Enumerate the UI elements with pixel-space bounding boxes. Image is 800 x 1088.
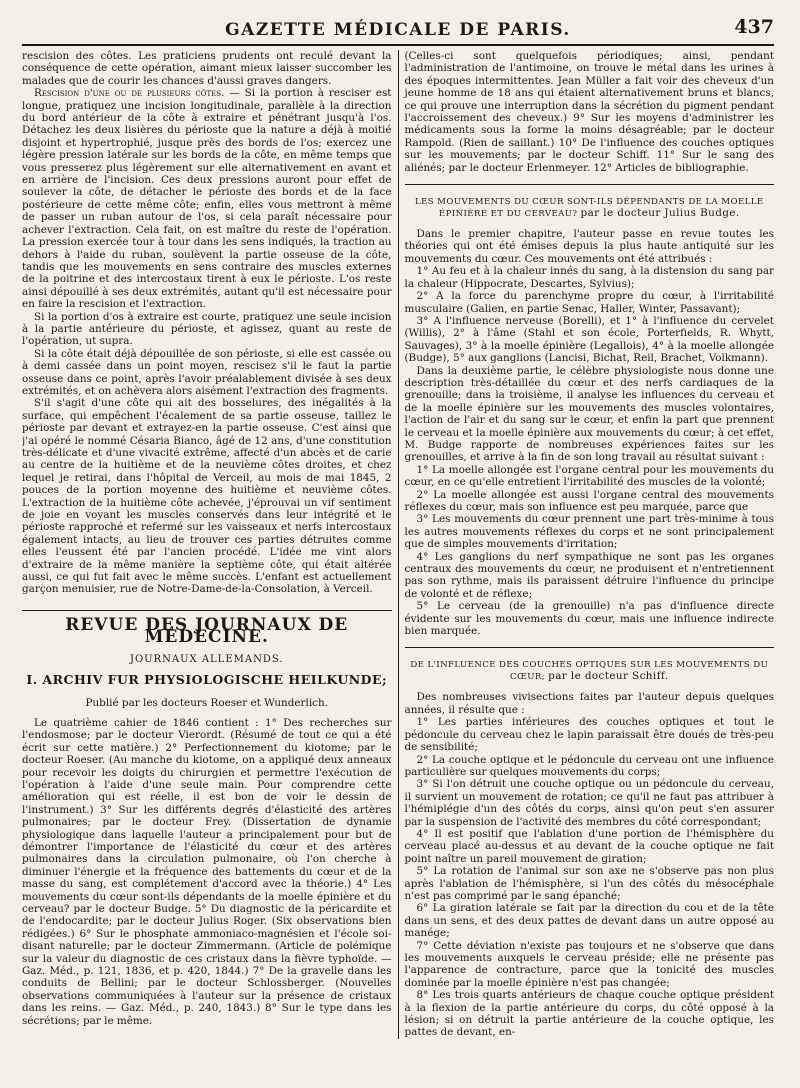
list-item: 5° La rotation de l'animal sur son axe ne s'observe pas non plus après l'ablation de l'hémisphère, si l'un des côtés du mésocéphale n'est pas comprimé par le sang épanché; xyxy=(404,865,774,902)
divider xyxy=(405,184,775,185)
list-item: 4° Les ganglions du nerf sympathique ne sont pas les organes centraux des mouvements du cœur, ne produisent et n'entretiennent pas son rythme, mais ils paraissent détruire l'influence du principe de volonté et de réflexe; xyxy=(404,550,774,600)
journal-title: GAZETTE MÉDICALE DE PARIS. xyxy=(225,20,571,40)
paragraph-text: — Si la portion à resciser est longue, pratiquez une incision longitudinale, parallèle à la direction du bord antérieur de la côte à extraire et pénétrant jusqu'à l'os. Détachez les deux lisières du périoste que la nature a déjà à moitié disjoint et hypertrophié, jusque près des bords de l'os; exercez une légère pression latérale sur les bords de la côte, en même temps que vous presserez plus légèrement sur elle alternativement en avant et en arrière de l'incision. Ces deux pressions auront pour effet de soulever la côte, de détacher le périoste des bords et de la face postérieure de cette même côte; enfin, elles vous mettront à même de passer un ruban autour de l'os, si cela paraît nécessaire pour achever l'extraction. Cela fait, on est maître du reste de l'opération. La pression exercée tour à tour dans les sens indiqués, la traction au dehors à l'aide du ruban, soulèvent la partie osseuse de la côte, tandis que les mouvements en sens contraire des muscles externes de la poitrine et des intercostaux tirent à eux le périoste. L'os reste ainsi dépouillé à ses deux extrémités, autant qu'il est nécessaire pour en faire la rescision et l'extraction. xyxy=(22,87,392,311)
article-heading-text: LES MOUVEMENTS DU CŒUR SONT-ILS DÉPENDANTS DE LA MOELLE ÉPINIÈRE ET DU CERVEAU? xyxy=(414,197,764,220)
list-item: 8° Les trois quarts antérieurs de chaque couche optique président à la flexion de la partie antérieure du corps, du côté opposé à la lésion; si on détruit la partie antérieure de la couche optique, les pattes de devant, en- xyxy=(404,989,774,1039)
page-header xyxy=(22,14,774,46)
list-item: 2° La moelle allongée est aussi l'organe central des mouvements réflexes du cœur, mais son influence est peu marquée, parce que xyxy=(404,488,774,513)
list-item: 2° La couche optique et le pédoncule du cerveau ont une influence particulière sur quelques mouvements du corps; xyxy=(404,753,774,778)
list-item: 5° Le cerveau (de la grenouille) n'a pas d'influence directe évidente sur les mouvements du cœur, mais une influence indirecte bien marquée. xyxy=(404,600,774,638)
journal-heading: I. ARCHIV FUR PHYSIOLOGISCHE HEILKUNDE; xyxy=(26,672,388,688)
list-item: 7° Cette déviation n'existe pas toujours et ne s'observe que dans les mouvements auxquels le cerveau préside; elle ne présente pas l'apparence de contracture, parce que la tonicité des muscles dominée par la moelle épinière n'est pas changée; xyxy=(404,939,774,989)
paragraph: rescision des côtes. Les praticiens prudents ont reculé devant la conséquence de cette opération, aimant mieux laisser succomber les malades que de courir les chances d'aussi graves dangers. xyxy=(22,50,392,87)
left-column xyxy=(22,50,398,1039)
paragraph: Si la côte était déjà dépouillée de son périoste, si elle est cassée ou à demi cassée dans un point moyen, rescisez s'il le faut la partie osseuse dans ce point, après l'avoir préalablement divisée à ses deux extrémités, et on achèvera alors aisément l'extraction des fragments. xyxy=(22,347,392,397)
two-column-body xyxy=(22,50,774,1039)
paragraph: (Celles-ci sont quelquefois périodiques; ainsi, pendant l'administration de l'antimoine, on trouve le métal dans les urines à des époques intermittentes. Jean Müller a fait voir des cheveux d'un jeune homme de 18 ans qui étaient alternativement bruns et blancs, ce qui prouve une interruption dans la sécrétion du pigment pendant l'accroissement des cheveux.) 9° Sur les moyens d'administrer les médicaments sous la forme la moins désagréable; par le docteur Rampold. (Rien de saillant.) 10° De l'influence des couches optiques sur les mouvements; par le docteur Schiff. 11° Sur le sang des aliénés; par le docteur Erlenmeyer. 12° Articles de bibliographie. xyxy=(404,50,774,174)
divider xyxy=(22,610,392,611)
paragraph: Des nombreuses vivisections faites par l'auteur depuis quelques années, il résulte que : xyxy=(404,691,774,716)
divider xyxy=(405,647,775,648)
list-item: 1° Les parties inférieures des couches optiques et tout le pédoncule du cerveau chez le lapin paraissait être doués de très-peu de sensibilité; xyxy=(404,716,774,754)
paragraph-rescision xyxy=(22,87,392,310)
list-item: 2° A la force du parenchyme propre du cœur, à l'irritabilité musculaire (Galien, en partie Senac, Haller, Winter, Passavant); xyxy=(404,290,774,315)
list-item: 6° La giration latérale se fait par la direction du cou et de la tête dans un sens, et des deux pattes de devant dans un autre opposé au manége; xyxy=(404,902,774,940)
paragraph: Dans le premier chapitre, l'auteur passe en revue toutes les théories qui ont été émises depuis la plus haute antiquité sur les mouvements du cœur. Ces mouvements ont été attribués : xyxy=(404,228,774,265)
article-heading-text: DE L'INFLUENCE DES COUCHES OPTIQUES SUR LES MOUVEMENTS DU CŒUR; xyxy=(410,660,769,683)
paragraph: Dans la deuxième partie, le célèbre physiologiste nous donne une description très-détaillée du cœur et des nerfs cardiaques de la grenouille; dans la troisième, il analyse les influences du cerveau et de la moelle épinière sur les mouvements des muscles volontaires, l'action de l'air et du sang sur le cœur, et enfin la part que prennent le cerveau et la moelle épinière aux mouvements du cœur; à cet effet, M. Budge rapporte de nombreuses expériences faites sur les grenouilles, et arrive à la fin de son long travail au résultat suivant : xyxy=(404,364,774,464)
list-item: 1° Au feu et à la chaleur innés du sang, à la distension du sang par la chaleur (Hippocrate, Descartes, Sylvius); xyxy=(404,265,774,290)
right-column xyxy=(399,50,775,1039)
subsection-title: JOURNAUX ALLEMANDS. xyxy=(129,653,284,665)
article-author: par le docteur Julius Budge. xyxy=(580,207,740,220)
article-heading-schiff xyxy=(405,660,775,683)
article-author: par le docteur Schiff. xyxy=(548,670,669,683)
list-item: 3° Les mouvements du cœur prennent une part très-minime à tous les autres mouvements réflexes du corps et ne sont principalement que de simples mouvements d'irritation; xyxy=(404,513,774,551)
editors-line: Publié par les docteurs Roeser et Wunderlich. xyxy=(85,696,328,709)
article-heading-budge xyxy=(405,197,775,220)
paragraph: S'il s'agit d'une côte qui ait des bosselures, des inégalités à la surface, qui empêchent l'écalement de sa partie osseuse, taillez le périoste par devant et extrayez-en la partie osseuse. C'est ainsi que j'ai opéré le nommé Césaria Bianco, âgé de 12 ans, d'une constitution très-délicate et d'une vivacité extrême, affecté d'un abcès et de carie au centre de la huitième et de la neuvième côtes droites, et chez lequel je retirai, dans l'hôpital de Verceil, au mois de mai 1845, 2 pouces de la portion moyenne des huitième et neuvième côtes. L'extraction de la huitième côte achevée, j'éprouvai un vif sentiment de joie en voyant les muscles conservés dans leur intégrité et le périoste rapproché et refermé sur les vaisseaux et nerfs intercostaux également intacts, au lieu de trouver ces parties détruites comme elles l'eussent été par l'ancien procédé. L'idée me vint alors d'extraire de la même manière la septième côte, qui était altérée aussi, ce qui fut fait avec le même succès. L'enfant est actuellement garçon menuisier, rue de Notre-Dame-de-la-Consolation, à Verceil. xyxy=(22,397,392,596)
list-item: 4° Il est positif que l'ablation d'une portion de l'hémisphère du cerveau placé au-dessus et au devant de la couche optique ne fait point naître un pareil mouvement de giration; xyxy=(404,827,774,865)
section-title-revue: REVUE DES JOURNAUX DE MÉDECINE. xyxy=(65,614,349,648)
paragraph: Si la portion d'os à extraire est courte, pratiquez une seule incision à la partie antérieure du périoste, et agissez, quant au reste de l'opération, ut supra. xyxy=(22,310,392,348)
list-item: 3° Si l'on détruit une couche optique ou un pédoncule du cerveau, il survient un mouvement de rotation; ce qu'il ne faut pas attribuer à l'hémiplégie d'un des côtés du corps, ainsi qu'on peut s'en assurer par la suspension de l'activité des membres du côté correspondant; xyxy=(404,778,774,828)
paragraph-contents: Le quatrième cahier de 1846 contient : 1° Des recherches sur l'endosmose; par le docteur Vierordt. (Résumé de tout ce qui a été écrit sur cette matière.) 2° Perfectionnement du kiotome; par le docteur Roeser. (Au manche du kiotome, on a appliqué deux anneaux pour recevoir les doigts du chirurgien et permettre l'exécution de l'opération à l'aide d'une seule main. Pour comprendre cette amélioration qui est réelle, il est bon de voir le dessin de l'instrument.) 3° Sur les différents degrés d'élasticité des artères pulmonaires; par le docteur Frey. (Dissertation de dynamie physiologique dans laquelle l'auteur a principalement pour but de démontrer l'importance de l'élasticité du cœur et des artères pulmonaires dans la circulation pulmonaire, où l'on cherche à diminuer l'énergie et la fréquence des battements du cœur et de la masse du sang, est complétement d'accord avec la théorie.) 4° Les mouvements du cœur sont-ils dépendants de la moelle épinière et du cerveau? par le docteur Budge. 5° Du diagnostic de la péricardite et de l'endocardite; par le docteur Julius Roger. (Six observations bien rédigées.) 6° Sur le phosphate ammoniaco-magnésien et l'école soi-disant naturelle; par le docteur Zimmermann. (Article de polémique sur la valeur du diagnostic de ces cristaux dans la fièvre typhoïde. — Gaz. Méd., p. 121, 1836, et p. 420, 1844.) 7° De la gravelle dans les conduits de Bellini; par le docteur Schlossberger. (Nouvelles observations communiquées à l'auteur sur la présence de cristaux dans les reins. — Gaz. Méd., p. 240, 1843.) 8° Sur le type dans les sécrétions; par le même. xyxy=(22,716,392,1027)
list-item: 1° La moelle allongée est l'organe central pour les mouvements du cœur, en ce qu'elle entretient l'irritabilité des muscles de la volonté; xyxy=(404,463,774,489)
page-number: 437 xyxy=(734,16,774,38)
list-item: 3° A l'influence nerveuse (Borelli), et 1° à l'influence du cervelet (Willis), 2° à l'âme (Stahl et son école, Porterfields, R. Whytt, Sauvages), 3° à la moelle épinière (Legallois), 4° à la moelle allongée (Budge), 5° aux ganglions (Lancisi, Bichat, Reil, Brachet, Volkmann). xyxy=(404,314,774,365)
section-run-in-heading: Rescision d'une ou de plusieurs côtes. xyxy=(34,87,225,100)
